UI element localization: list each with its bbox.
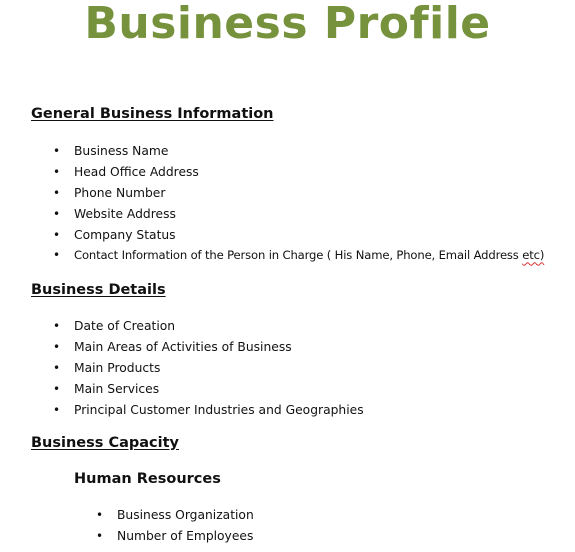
contact-info-text: Contact Information of the Person in Charge ( His Name, Phone, Email Address etc) xyxy=(74,248,545,263)
list-item xyxy=(53,245,545,266)
bullet-icon: • xyxy=(96,508,104,522)
bullet-icon: • xyxy=(53,164,61,179)
list-item: • Main Services xyxy=(74,379,364,400)
bullet-icon: • xyxy=(53,360,61,375)
section-heading-business-capacity: Business Capacity xyxy=(31,435,179,451)
list-item: • Company Status xyxy=(74,225,544,246)
document-title: Business Profile xyxy=(84,0,491,49)
bullet-icon: • xyxy=(53,227,61,242)
list-item: • Principal Customer Industries and Geographies xyxy=(74,400,364,421)
bullet-icon: • xyxy=(53,319,61,333)
bullet-icon: • xyxy=(53,381,61,396)
business-details-list xyxy=(53,316,364,420)
subsection-heading-human-resources: Human Resources xyxy=(74,471,221,487)
list-item: • Main Areas of Activities of Business xyxy=(74,337,364,358)
section-heading-business-details: Business Details xyxy=(31,282,166,298)
list-item: • Main Products xyxy=(74,358,364,379)
list-item: • Head Office Address xyxy=(74,162,544,183)
bullet-icon: • xyxy=(53,185,61,200)
list-item: • Phone Number xyxy=(74,183,544,204)
bullet-icon: • xyxy=(53,339,61,354)
section-heading-general-business-information: General Business Information xyxy=(31,106,274,122)
list-item: • Business Organization xyxy=(117,505,254,526)
list-item: • Website Address xyxy=(74,204,544,225)
bullet-icon: • xyxy=(96,528,104,543)
bullet-icon: • xyxy=(53,206,61,221)
bullet-icon: • xyxy=(53,144,61,158)
spellcheck-underline: etc) xyxy=(522,248,545,263)
bullet-icon: • xyxy=(53,248,60,263)
bullet-icon: • xyxy=(53,402,61,417)
general-info-list xyxy=(53,141,545,266)
human-resources-list xyxy=(96,505,254,547)
list-item: • Business Name xyxy=(74,141,544,162)
list-item: • Number of Employees xyxy=(117,526,254,547)
list-item: • Date of Creation xyxy=(74,316,364,337)
